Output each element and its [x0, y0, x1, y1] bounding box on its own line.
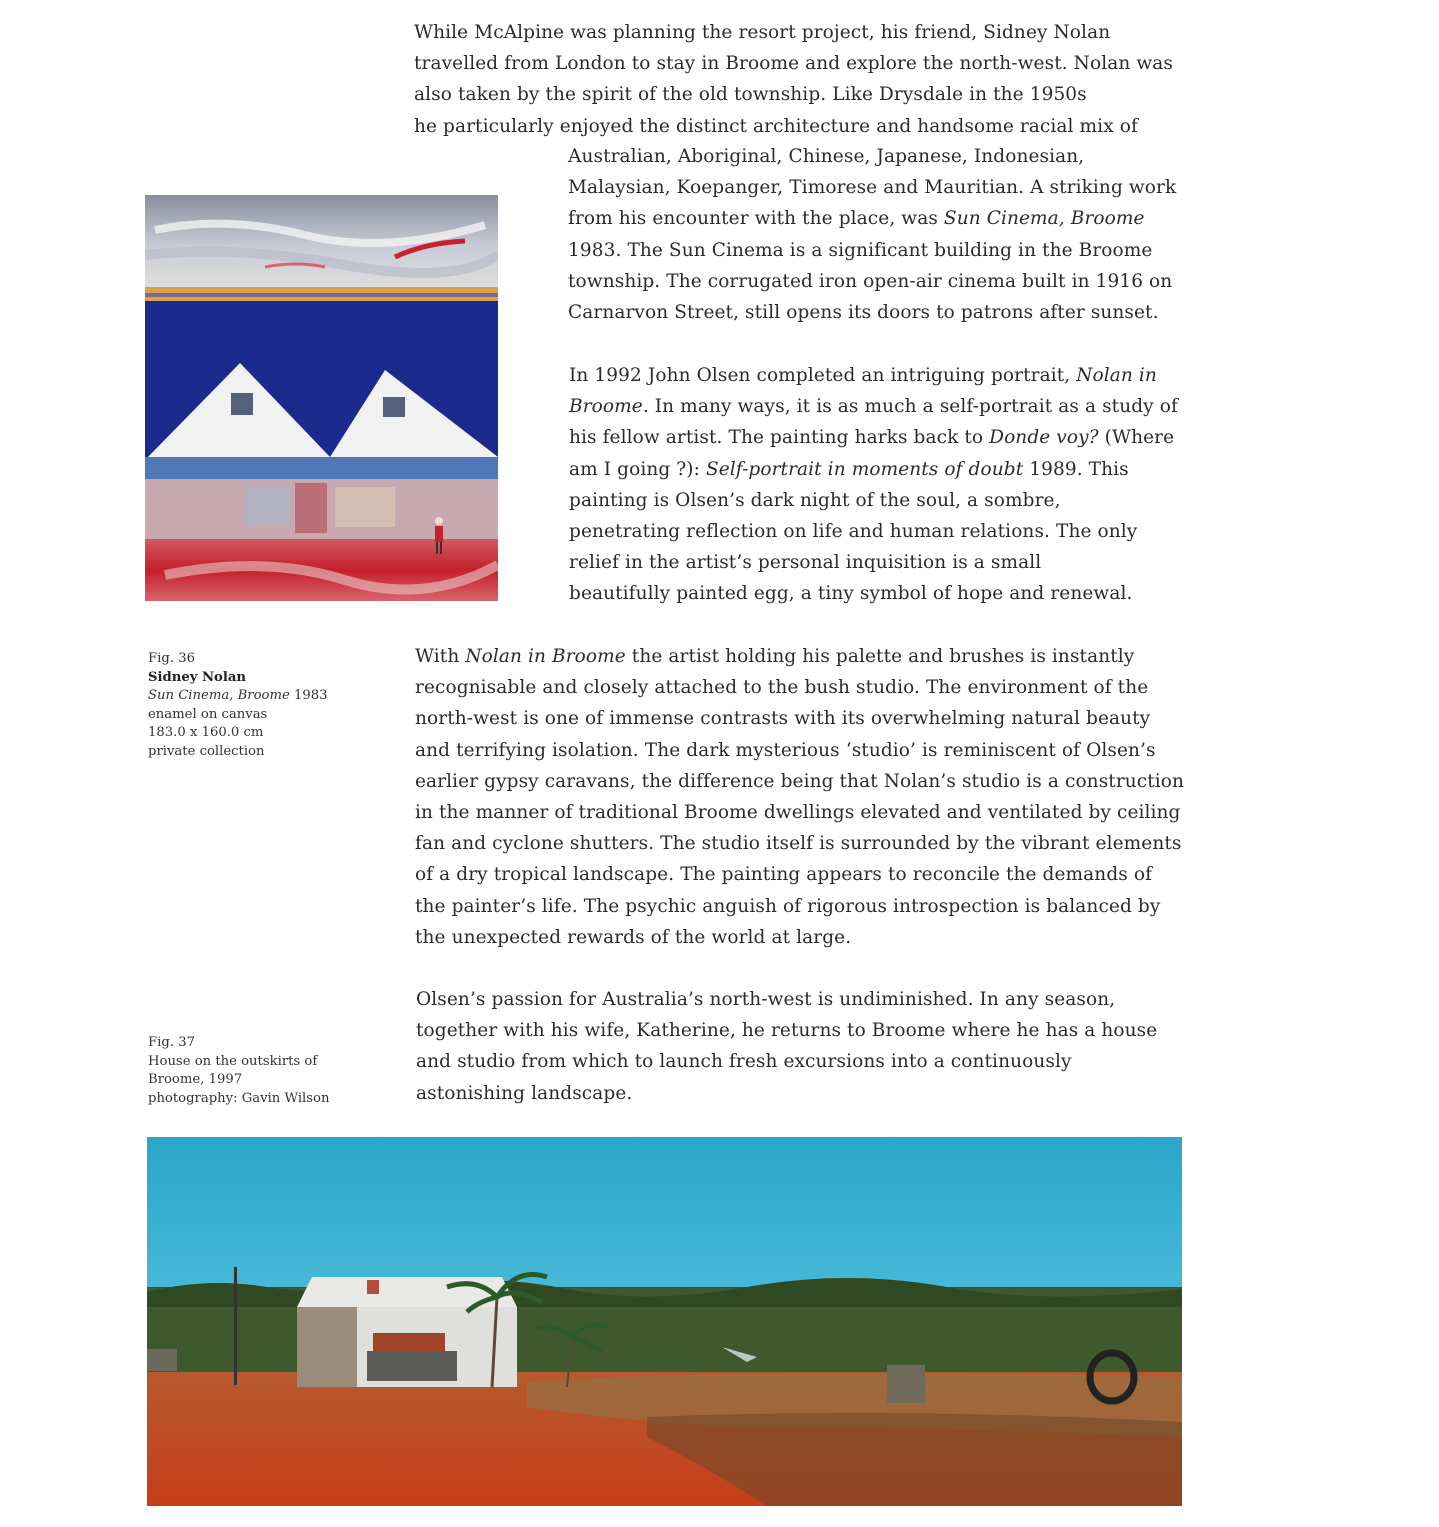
text-run: the painter’s life. The psychic anguish of rigorous introspection is balanced by	[415, 895, 1161, 917]
text-line	[568, 172, 1176, 203]
paragraph-nolan-visit-continued	[568, 141, 1176, 328]
broome-house-photo	[147, 1137, 1182, 1506]
text-line	[415, 735, 1184, 766]
text-run: and terrifying isolation. The dark mysterious ‘studio’ is reminiscent of Olsen’s	[415, 739, 1156, 761]
text-run: Olsen’s passion for Australia’s north-west is undiminished. In any season,	[416, 989, 1116, 1010]
text-run: relief in the artist’s personal inquisition is a small	[569, 552, 1042, 574]
text-line	[414, 79, 1173, 110]
text-run: township. The corrugated iron open-air cinema built in 1916 on	[568, 270, 1173, 292]
text-run: also taken by the spirit of the old township. Like Drysdale in the 1950s	[414, 84, 1087, 106]
fig-number: Fig. 37	[148, 1035, 195, 1050]
caption-fig-37	[148, 1034, 329, 1108]
text-line	[415, 672, 1184, 703]
text-line	[415, 703, 1184, 734]
caption-line-2: Broome, 1997	[148, 1072, 243, 1088]
text-run: With	[415, 646, 466, 667]
text-run: painting is Olsen’s dark night of the soul, a sombre,	[569, 489, 1061, 511]
fig-number: Fig. 36	[148, 651, 195, 666]
text-line	[414, 17, 1173, 48]
text-line	[414, 111, 1173, 142]
artwork-medium: enamel on canvas	[148, 706, 268, 722]
text-line	[569, 547, 1178, 578]
text-line	[568, 297, 1176, 328]
text-line	[568, 266, 1176, 297]
text-line	[569, 360, 1178, 391]
text-run: In 1992 John Olsen completed an intriguing portrait,	[569, 365, 1077, 386]
text-line	[416, 1015, 1157, 1046]
text-run: While McAlpine was planning the resort project, his friend, Sidney Nolan	[414, 22, 1111, 43]
paragraph-olsen-portrait	[569, 360, 1178, 610]
text-line	[414, 48, 1173, 79]
italic-title: Donde voy?	[989, 427, 1099, 449]
text-line	[415, 922, 1184, 953]
text-line	[569, 422, 1178, 453]
text-line	[569, 516, 1178, 547]
text-line	[569, 578, 1178, 609]
text-run: he particularly enjoyed the distinct architecture and handsome racial mix of	[414, 115, 1138, 137]
text-run: together with his wife, Katherine, he returns to Broome where he has a house	[416, 1020, 1158, 1042]
text-line	[568, 235, 1176, 266]
text-run: the artist holding his palette and brushes is instantly	[625, 646, 1135, 667]
text-run: (Where	[1098, 427, 1175, 449]
text-run: of a dry tropical landscape. The painting appears to reconcile the demands of	[415, 864, 1153, 886]
text-line	[415, 891, 1184, 922]
italic-title: Nolan in Broome	[465, 646, 626, 667]
text-line	[568, 203, 1176, 234]
text-run: . In many ways, it is as much a self-portrait as a study of	[642, 396, 1178, 418]
italic-title: Sun Cinema, Broome	[943, 208, 1145, 230]
artwork-size: 183.0 x 160.0 cm	[148, 725, 264, 741]
artwork-year: 1983	[289, 688, 328, 704]
caption-fig-36	[148, 650, 328, 762]
text-line	[416, 984, 1157, 1015]
text-run: north-west is one of immense contrasts with its overwhelming natural beauty	[415, 708, 1151, 730]
text-run: 1983. The Sun Cinema is a significant building in the Broome	[568, 239, 1153, 261]
italic-title: Nolan in	[1076, 365, 1157, 386]
artist-name: Sidney Nolan	[148, 669, 246, 685]
text-line	[416, 1046, 1157, 1077]
text-run: the unexpected rewards of the world at large.	[415, 926, 852, 948]
text-run: fan and cyclone shutters. The studio itself is surrounded by the vibrant elements	[415, 833, 1182, 855]
text-run: am I going ?):	[569, 458, 706, 480]
text-line	[415, 859, 1184, 890]
text-run: 1989. This	[1023, 458, 1129, 480]
text-run: travelled from London to stay in Broome and explore the north-west. Nolan was	[414, 53, 1174, 75]
text-run: Malaysian, Koepanger, Timorese and Mauritian. A striking work	[568, 177, 1177, 199]
text-run: Carnarvon Street, still opens its doors to patrons after sunset.	[568, 302, 1159, 324]
artwork-collection: private collection	[148, 743, 265, 759]
artwork-title-line	[148, 687, 328, 706]
text-line	[568, 141, 1176, 172]
text-run: from his encounter with the place, was	[568, 208, 944, 230]
text-run: in the manner of traditional Broome dwellings elevated and ventilated by ceiling	[415, 802, 1181, 824]
text-run: and studio from which to launch fresh excursions into a continuously	[416, 1051, 1072, 1073]
caption-line-1: House on the outskirts of	[148, 1053, 318, 1069]
artwork-title: Sun Cinema, Broome	[148, 688, 290, 704]
italic-title: Self-portrait in moments of doubt	[705, 458, 1024, 480]
sun-cinema-painting	[145, 195, 498, 601]
text-line	[415, 828, 1184, 859]
text-line	[415, 766, 1184, 797]
paragraph-nolan-in-broome	[415, 641, 1184, 953]
text-line	[415, 797, 1184, 828]
text-run: penetrating reflection on life and human relations. The only	[569, 521, 1138, 543]
text-run: his fellow artist. The painting harks back to	[569, 427, 990, 449]
paragraph-nolan-visit	[414, 17, 1173, 142]
text-run: recognisable and closely attached to the bush studio. The environment of the	[415, 677, 1149, 699]
text-line	[569, 391, 1178, 422]
text-run: beautifully painted egg, a tiny symbol of hope and renewal.	[569, 583, 1133, 605]
text-run: earlier gypsy caravans, the difference being that Nolan’s studio is a construction	[415, 770, 1185, 792]
text-run: Australian, Aboriginal, Chinese, Japanese, Indonesian,	[568, 146, 1085, 167]
paragraph-olsen-passion	[416, 984, 1157, 1109]
text-line	[415, 641, 1184, 672]
italic-title: Broome	[569, 396, 643, 418]
text-run: astonishing landscape.	[416, 1082, 633, 1104]
text-line	[569, 454, 1178, 485]
text-line	[569, 485, 1178, 516]
text-line	[416, 1078, 1157, 1109]
photo-credit: photography: Gavin Wilson	[148, 1090, 330, 1106]
